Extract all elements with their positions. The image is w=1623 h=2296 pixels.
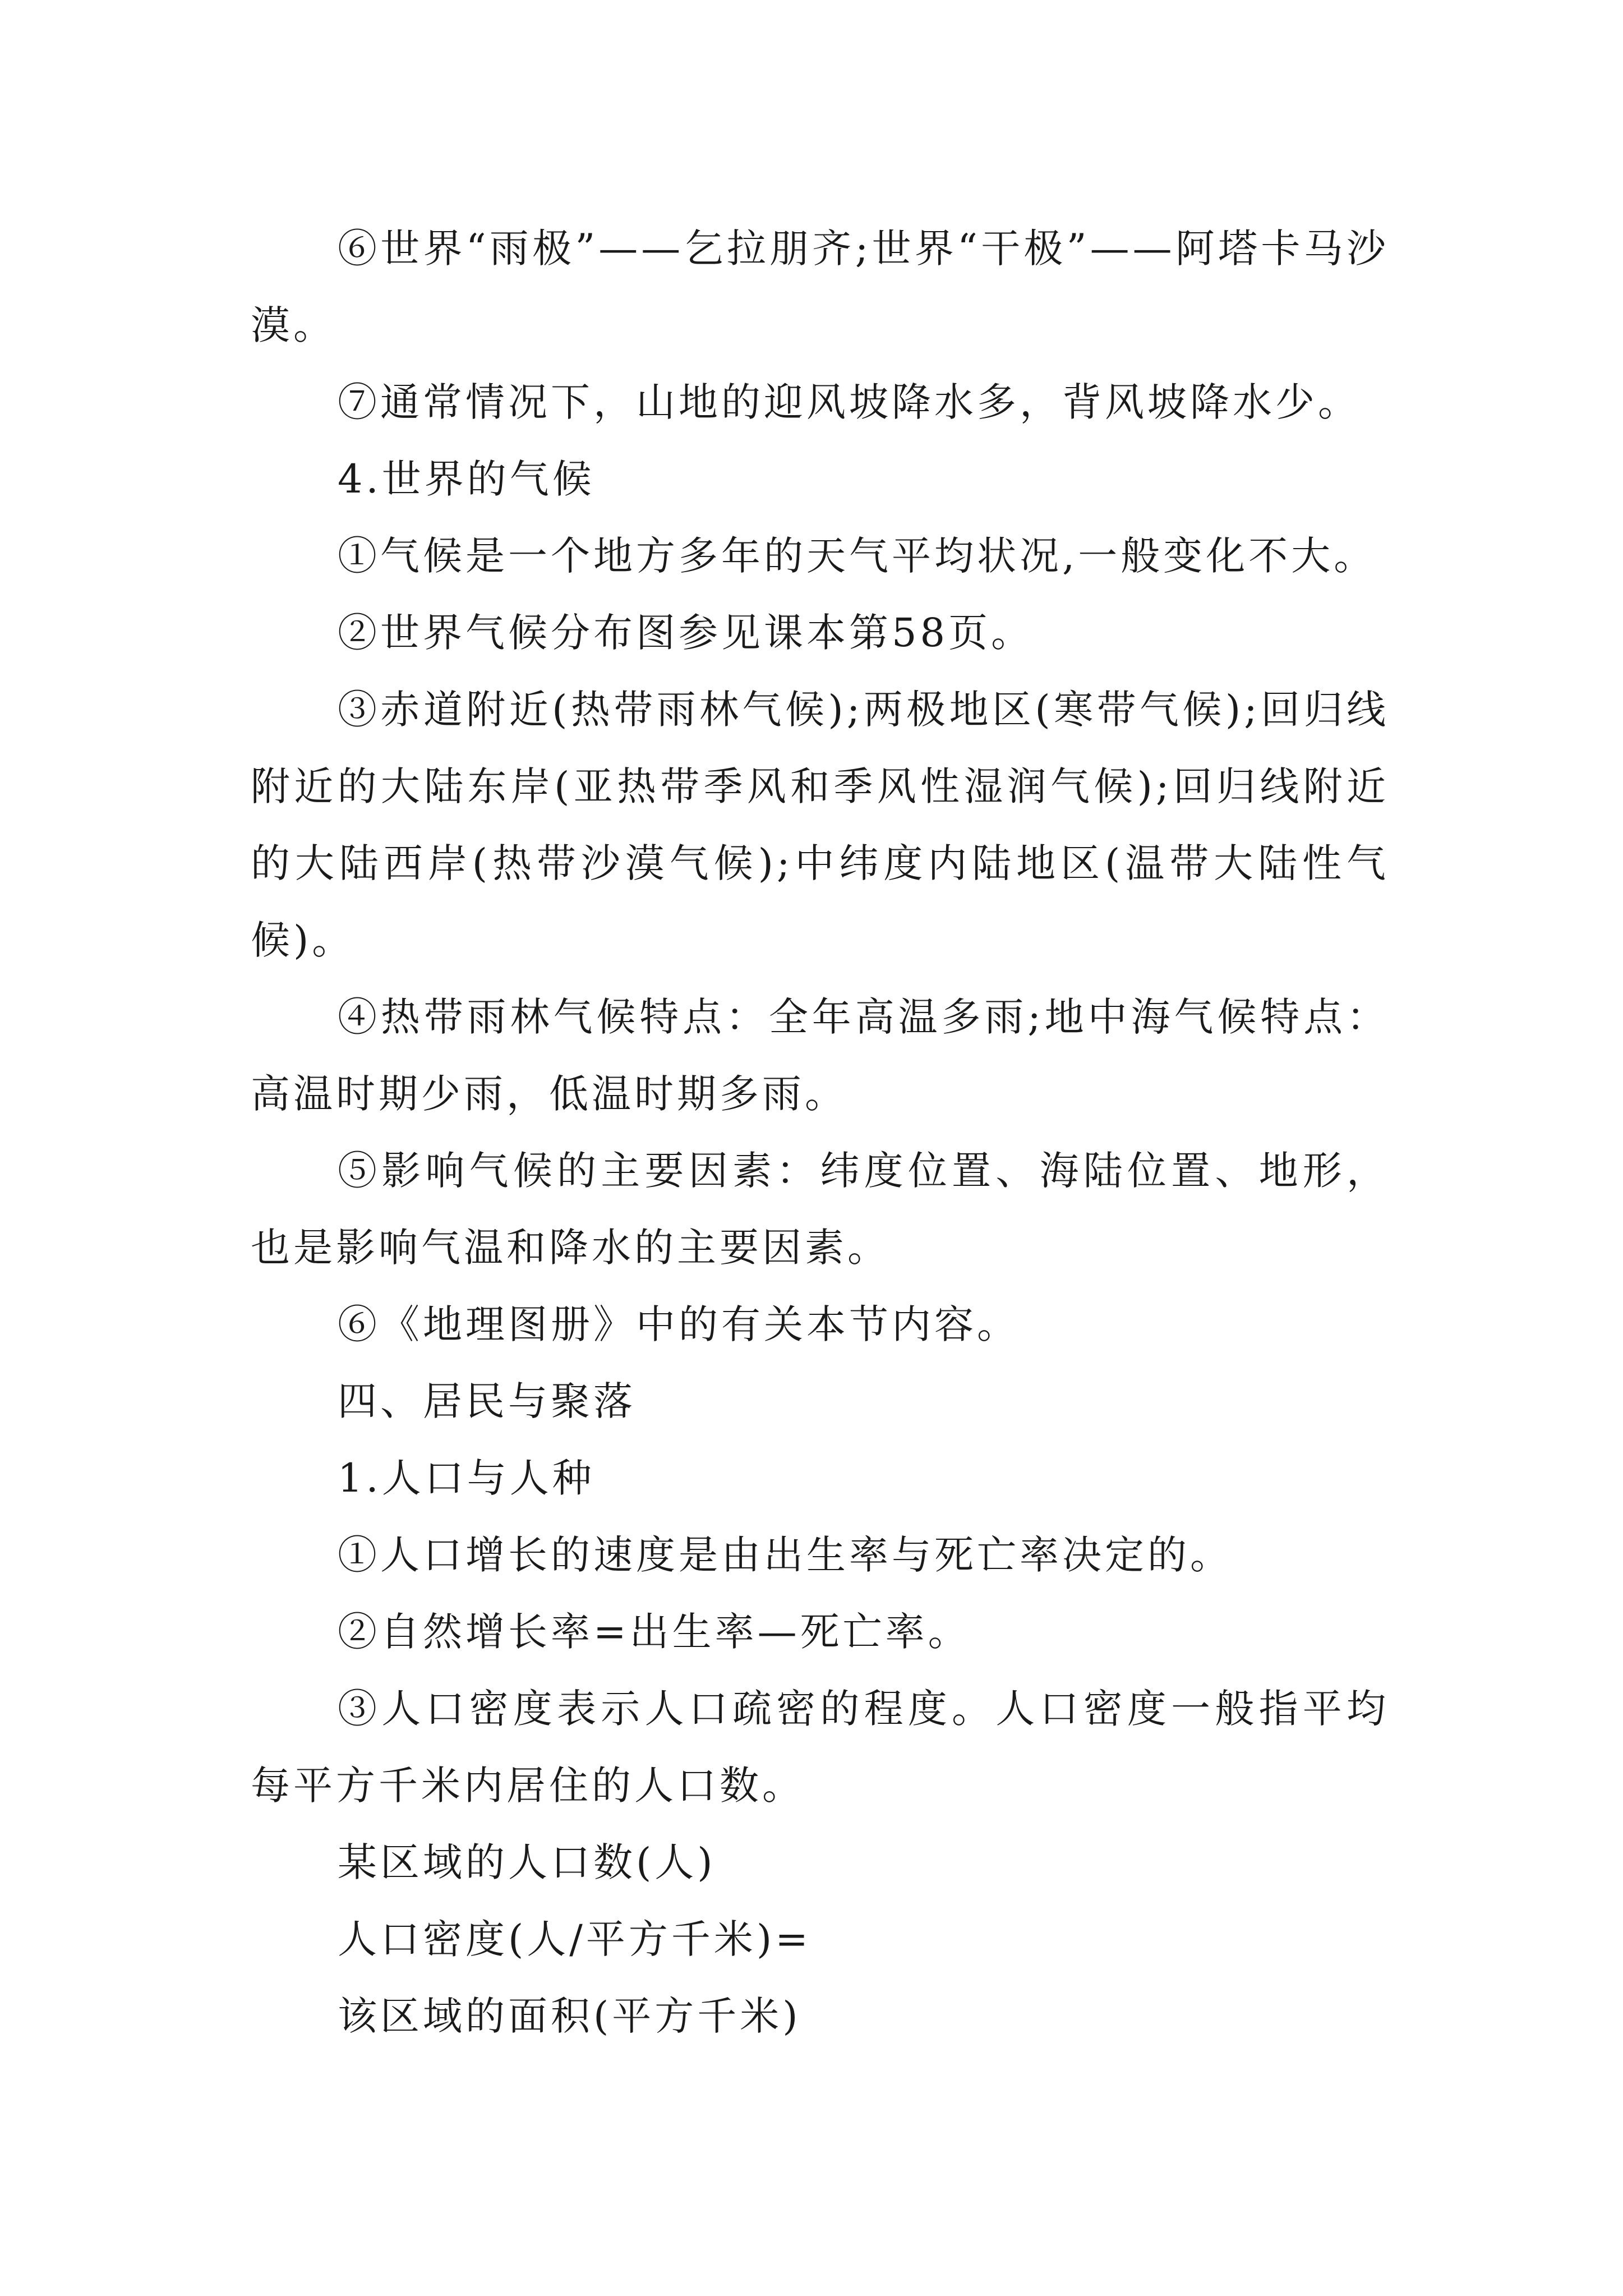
formula-numerator: 某区域的人口数(人) (338, 1839, 716, 1885)
paragraph-rain-dry-poles: ⑥世界“雨极”——乞拉朋齐;世界“干极”——阿塔卡马沙漠。 (251, 226, 1389, 348)
paragraph-climate-factors: ⑤影响气候的主要因素：纬度位置、海陆位置、地形，也是影响气温和降水的主要因素。 (251, 1148, 1389, 1271)
paragraph-natural-growth-rate: ②自然增长率=出生率—死亡率。 (338, 1609, 971, 1655)
paragraph-atlas-reference: ⑥《地理图册》中的有关本节内容。 (338, 1301, 1020, 1347)
document-body (251, 210, 1389, 2055)
heading-world-climate: 4.世界的气候 (338, 456, 595, 502)
heading-population-race: 1.人口与人种 (338, 1455, 595, 1501)
heading-residents-settlements: 四、居民与聚落 (338, 1378, 636, 1424)
formula-denominator: 该区域的面积(平方千米) (338, 1993, 801, 2039)
paragraph-climate-map-reference: ②世界气候分布图参见课本第58页。 (338, 610, 1034, 656)
paragraph-windward-slope: ⑦通常情况下，山地的迎风坡降水多，背风坡降水少。 (338, 379, 1361, 425)
paragraph-population-growth: ①人口增长的速度是由出生率与死亡率决定的。 (338, 1532, 1233, 1578)
paragraph-climate-features: ④热带雨林气候特点：全年高温多雨;地中海气候特点：高温时期少雨，低温时期多雨。 (251, 994, 1389, 1117)
paragraph-population-density: ③人口密度表示人口疏密的程度。人口密度一般指平均每平方千米内居住的人口数。 (251, 1686, 1389, 1809)
formula-label: 人口密度(人/平方千米)= (338, 1916, 811, 1962)
paragraph-climate-distribution: ③赤道附近(热带雨林气候);两极地区(寒带气候);回归线附近的大陆东岸(亚热带季风和季风性湿润气候);回归线附近的大陆西岸(热带沙漠气候);中纬度内陆地区(温带大陆性气候)。 (251, 687, 1389, 963)
paragraph-climate-definition: ①气候是一个地方多年的天气平均状况,一般变化不大。 (338, 533, 1377, 579)
